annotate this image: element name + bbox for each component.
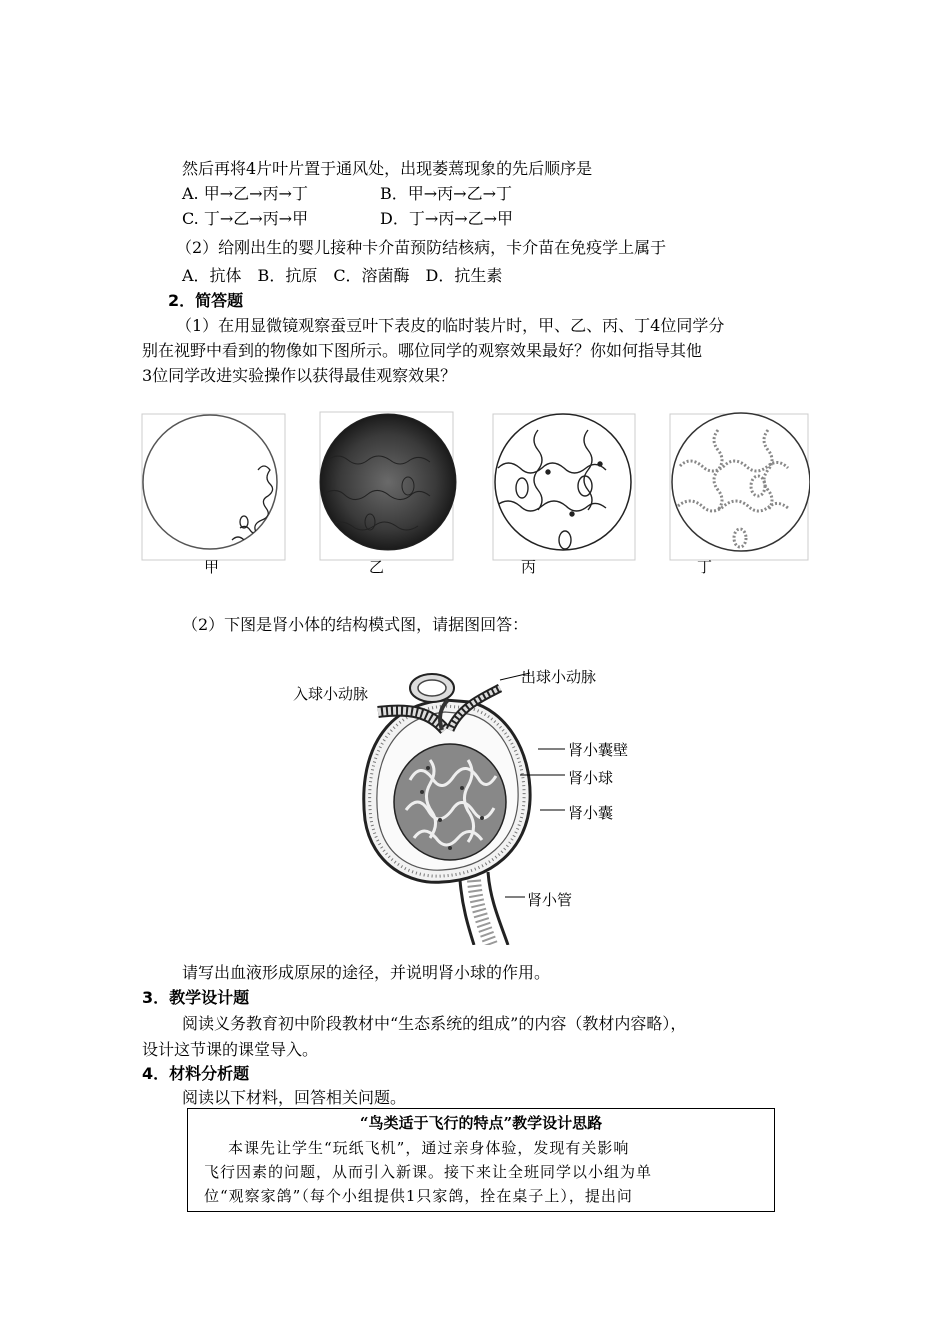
material-box-line3: 位“观察家鸽”（每个小组提供1只家鸽，拴在桌子上），提出问 bbox=[204, 1187, 633, 1205]
sec2-question: 请写出血液形成原尿的途径，并说明肾小球的作用。 bbox=[182, 963, 551, 982]
q1-option-b: B．甲→丙→乙→丁 bbox=[380, 184, 512, 203]
q1-option-d: D．丁→丙→乙→甲 bbox=[380, 209, 514, 228]
material-box bbox=[187, 1108, 775, 1212]
diagram-leader-lines bbox=[380, 665, 573, 915]
material-box-line2: 飞行因素的问题，从而引入新课。接下来让全班同学以小组为单 bbox=[204, 1163, 653, 1181]
material-box-line1: 本课先让学生“玩纸飞机”，通过亲身体验，发现有关影响 bbox=[228, 1139, 630, 1157]
label-afferent-arteriole: 入球小动脉 bbox=[293, 685, 369, 703]
sec4-paragraph: 阅读以下材料，回答相关问题。 bbox=[182, 1088, 407, 1107]
sec2-paragraph-line2: 别在视野中看到的物像如下图所示。哪位同学的观察效果最好？你如何指导其他 bbox=[142, 341, 703, 360]
q1-option-a: A. 甲→乙→丙→丁 bbox=[182, 184, 308, 203]
label-efferent-arteriole: 出球小动脉 bbox=[521, 668, 597, 686]
view-jia bbox=[142, 414, 285, 560]
label-renal-tubule: 肾小管 bbox=[527, 891, 573, 909]
sec2-paragraph-line1: （1）在用显微镜观察蚕豆叶下表皮的临时装片时，甲、乙、丙、丁4位同学分 bbox=[176, 316, 725, 335]
view-label-ding: 丁 bbox=[697, 558, 713, 576]
section-3-heading: 3．教学设计题 bbox=[142, 988, 250, 1007]
section-2-heading: 2．简答题 bbox=[168, 291, 244, 310]
sec2-paragraph-line3: 3位同学改进实验操作以获得最佳观察效果？ bbox=[142, 366, 457, 385]
q1-option-c: C. 丁→乙→丙→甲 bbox=[182, 209, 309, 228]
view-label-bing: 丙 bbox=[521, 558, 537, 576]
sec2-part2: （2）下图是肾小体的结构模式图，请据图回答： bbox=[182, 615, 529, 634]
view-yi bbox=[320, 412, 456, 560]
view-label-jia: 甲 bbox=[204, 558, 220, 576]
label-capsule-wall: 肾小囊壁 bbox=[568, 741, 629, 759]
material-box-title: “鸟类适于飞行的特点”教学设计思路 bbox=[359, 1114, 603, 1132]
label-bowman-capsule: 肾小囊 bbox=[568, 804, 614, 822]
q1-continuation: 然后再将4片叶片置于通风处，出现萎蔫现象的先后顺序是 bbox=[182, 159, 593, 178]
label-glomerulus: 肾小球 bbox=[568, 769, 614, 787]
q1-part2-options: A．抗体 B．抗原 C．溶菌酶 D．抗生素 bbox=[182, 266, 503, 285]
sec3-paragraph-line1: 阅读义务教育初中阶段教材中“生态系统的组成”的内容（教材内容略）， bbox=[182, 1014, 687, 1033]
q1-part2: （2）给刚出生的婴儿接种卡介苗预防结核病，卡介苗在免疫学上属于 bbox=[176, 238, 667, 257]
view-bing bbox=[493, 414, 635, 560]
sec3-paragraph-line2: 设计这节课的课堂导入。 bbox=[142, 1040, 319, 1059]
section-4-heading: 4．材料分析题 bbox=[142, 1064, 250, 1083]
view-ding bbox=[670, 413, 810, 560]
view-label-yi: 乙 bbox=[369, 558, 385, 576]
